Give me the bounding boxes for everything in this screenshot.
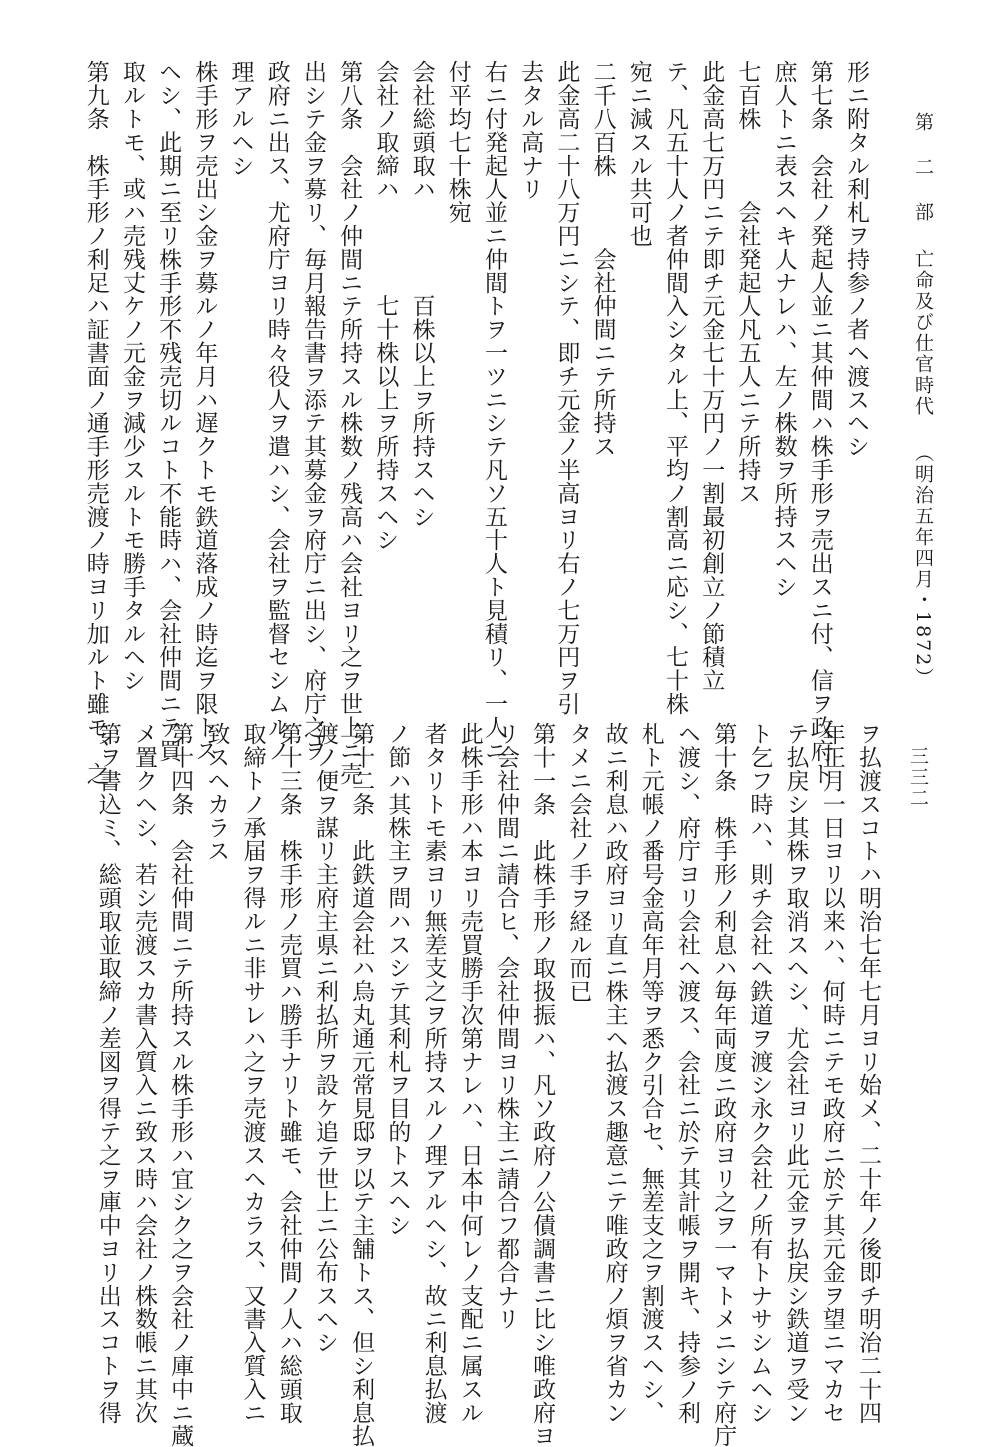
text-line: 此金高二十八万円ニシテ、即チ元金ノ半高ヨリ右ノ七万円ヲ引 (553, 60, 580, 716)
text-line: 札ト元帳ノ番号金高年月等ヲ悉ク引合セ、無差支之ヲ割渡スヘシ、 (637, 722, 664, 1424)
text-line: 此株手形ハ本ヨリ売買勝手次第ナレハ、日本中何レノ支配ニ属スル (456, 722, 483, 1424)
text-line: 取ルトモ、或ハ売残丈ケノ元金ヲ減少スルトモ勝手タルヘシ (118, 60, 145, 692)
text-line: 第十一条 此株手形ノ取扱振ハ、凡ソ政府ノ公債調書ニ比シ唯政府ヨ (529, 722, 556, 1447)
text-line: 右ニ付発起人並ニ仲間トヲ一ツニシテ凡ソ五十人ト見積リ、一人ニ (480, 60, 507, 762)
page-number: 三三二 (907, 746, 929, 809)
text-block-top (78, 60, 874, 786)
text-line: 会社ノ取締ハ 七十株以上ヲ所持スヘシ (372, 60, 399, 552)
text-line: 年正月一日ヨリ以来ハ、何時ニテモ政府ニ於テ其元金ヲ望ニマカセ (818, 722, 845, 1424)
text-line: ヘ渡シ、府庁ヨリ会社ヘ渡ス、会社ニ於テ其計帳ヲ開キ、持参ノ利 (673, 722, 700, 1424)
text-line: 第ヲ書込ミ、総頭取並取締ノ差図ヲ得テ之ヲ庫中ヨリ出スコトヲ得 (94, 722, 121, 1424)
text-line: ヲ払渡スコトハ明治七年七月ヨリ始メ、二十年ノ後即チ明治二十四 (855, 722, 881, 1424)
header-title: 亡命及び仕官時代 (912, 249, 934, 417)
text-line: ヘシ、此期ニ至リ株手形不残売切ルコト不能時ハ、会社仲間ニテ買 (155, 60, 182, 762)
text-line: 庶人トニ表スヘキ人ナレハ、左ノ株数ヲ所持スヘシ (770, 60, 797, 599)
text-line: 去タル高ナリ (517, 60, 544, 201)
text-line: 渡ノ便ヲ謀リ主府主県ニ利払所ヲ設ケ追テ世上ニ公布スヘシ (311, 722, 338, 1354)
text-line: 第八条 会社ノ仲間ニテ所持スル株数ノ残高ハ会社ヨリ之ヲ世上ニ売 (336, 60, 363, 786)
text-line: 第十条 株手形ノ利息ハ毎年両度ニ政府ヨリ之ヲ一マトメニシテ府庁 (710, 722, 737, 1447)
text-line: 第七条 会社ノ発起人並ニ其仲間ハ株手形ヲ売出スニ付、信ヲ政府ト (806, 60, 833, 786)
text-line: 形ニ附タル利札ヲ持参ノ者ヘ渡スヘシ (843, 60, 869, 458)
text-line: 理アルヘシ (227, 60, 254, 177)
text-line: 宛ニ減スル共可也 (625, 60, 652, 248)
header-part: 第 二 部 (912, 112, 934, 223)
text-line: 此金高七万円ニテ即チ元金七十万円ノ一割最初創立ノ節積立 (698, 60, 725, 692)
text-line: ノ節ハ其株主ヲ問ハスシテ其利札ヲ目的トスヘシ (384, 722, 411, 1237)
text-line: 故ニ利息ハ政府ヨリ直ニ株主ヘ払渡ス趣意ニテ唯政府ノ煩ヲ省カン (601, 722, 628, 1424)
text-line: 者タリトモ素ヨリ無差支之ヲ所持スルノ理アルヘシ、故ニ利息払渡 (420, 722, 447, 1424)
text-block-bottom (90, 722, 886, 1447)
text-line: メ置クヘシ、若シ売渡スカ書入質入ニ致ス時ハ会社ノ株数帳ニ其次 (130, 722, 157, 1424)
text-line: タメニ会社ノ手ヲ経ル而已 (565, 722, 592, 1003)
text-line: 第九条 株手形ノ利足ハ証書面ノ通手形売渡ノ時ヨリ加ルト雖モ、之 (82, 60, 109, 786)
text-line: 致スヘカラス (203, 722, 230, 863)
header-era: （明治五年四月・1872） (912, 443, 934, 689)
text-line: 二千八百株 会社仲間ニテ所持ス (589, 60, 616, 458)
text-line: 第十四条 会社仲間ニテ所持スル株手形ハ宜シク之ヲ会社ノ庫中ニ蔵 (167, 722, 194, 1447)
text-line: 第十二条 此鉄道会社ハ烏丸通元常見邸ヲ以テ主舗トス、但シ利息払 (348, 722, 375, 1447)
running-header (906, 112, 940, 688)
text-line: 付平均七十株宛 (444, 60, 471, 224)
text-line: テ払戻シ其株ヲ取消スヘシ、尤会社ヨリ此元金ヲ払戻シ鉄道ヲ受ン (782, 722, 809, 1424)
text-line: ト乞フ時ハ、則チ会社ヘ鉄道ヲ渡シ永ク会社ノ所有トナサシムヘシ (746, 722, 773, 1424)
text-line: テ、凡五十人ノ者仲間入シタル上、平均ノ割高ニ応シ、七十株 (661, 60, 688, 716)
text-line: 会社総頭取ハ 百株以上ヲ所持スヘシ (408, 60, 435, 528)
text-line: 株手形ヲ売出シ金ヲ募ルノ年月ハ遅クトモ鉄道落成ノ時迄ヲ限トス (191, 60, 218, 762)
text-line: 七百株 会社発起人凡五人ニテ所持ス (734, 60, 761, 505)
text-line: 出シテ金ヲ募リ、毎月報告書ヲ添テ其募金ヲ府庁ニ出シ、府庁之ヲ (299, 60, 326, 762)
text-line: 第十三条 株手形ノ売買ハ勝手ナリト雖モ、会社仲間ノ人ハ総頭取 (275, 722, 302, 1424)
text-line: 取締トノ承届ヲ得ルニ非サレハ之ヲ売渡スヘカラス、又書入質入ニ (239, 722, 266, 1424)
text-line: リ会社仲間ニ請合ヒ、会社仲間ヨリ株主ニ請合フ都合ナリ (492, 722, 519, 1331)
text-line: 政府ニ出ス、尤府庁ヨリ時々役人ヲ遣ハシ、会社ヲ監督セシムルノ (263, 60, 290, 762)
